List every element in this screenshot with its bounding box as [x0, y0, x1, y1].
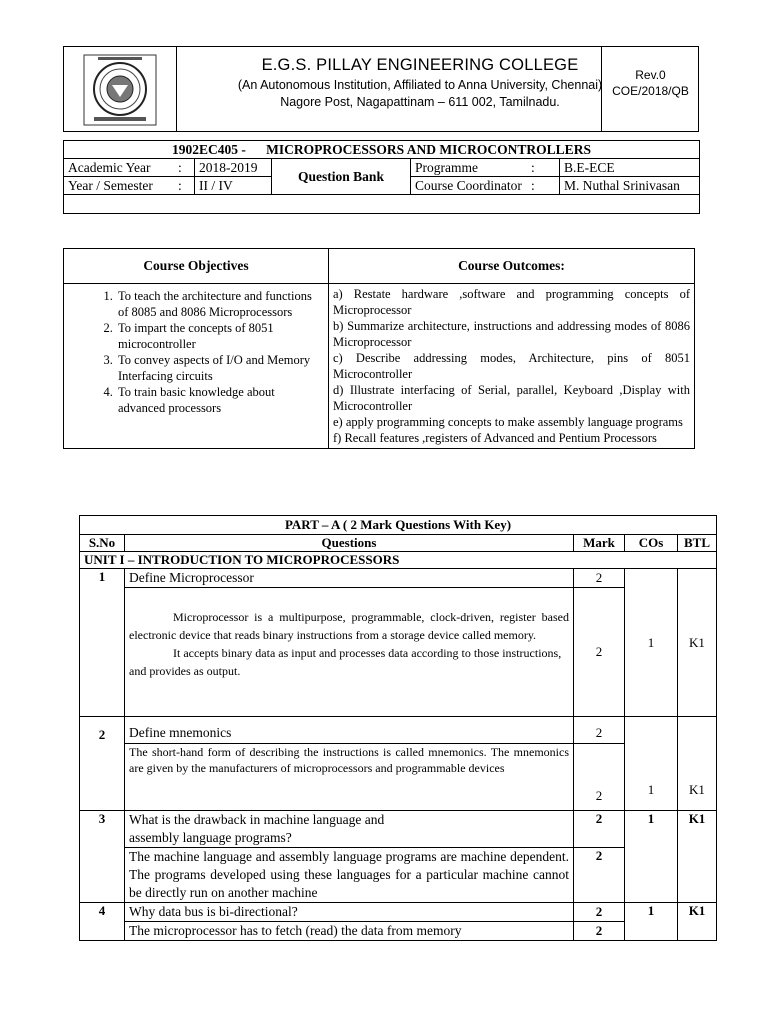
college-logo: [64, 47, 177, 131]
question-mark: 2: [574, 903, 625, 922]
question-btl: K1: [678, 811, 717, 903]
answer-mark: 2: [574, 922, 625, 941]
academic-year-value: 2018-2019: [195, 159, 272, 177]
question-text: Define Microprocessor: [125, 569, 574, 588]
objectives-heading: Course Objectives: [64, 249, 329, 284]
col-header-questions: Questions: [125, 535, 574, 552]
question-btl: K1: [678, 569, 717, 717]
answer-paragraph: Microprocessor is a multipurpose, programmable, clock-driven, register based electronic device that reads binary instructions from a storage device called memory.: [129, 610, 569, 642]
question-co: 1: [625, 717, 678, 811]
part-a-table: [79, 515, 717, 941]
answer-text: The microprocessor has to fetch (read) the data from memory: [125, 922, 574, 941]
objective-item: 1. To teach the architecture and functions of 8085 and 8086 Microprocessors: [116, 288, 324, 320]
objectives-outcomes-table: [63, 248, 695, 449]
course-blank-row: [64, 195, 700, 214]
year-sem-colon: :: [174, 177, 195, 195]
objective-item: 4. To train basic knowledge about advanced processors: [116, 384, 324, 416]
outcomes-heading: Course Outcomes:: [329, 249, 695, 284]
college-title-block: [176, 47, 664, 131]
question-btl: K1: [678, 717, 717, 811]
coordinator-value: M. Nuthal Srinivasan: [560, 177, 700, 195]
college-name: E.G.S. PILLAY ENGINEERING COLLEGE: [261, 56, 579, 74]
academic-year-label: Academic Year: [64, 159, 175, 177]
programme-colon: :: [527, 159, 560, 177]
col-header-btl: BTL: [678, 535, 717, 552]
college-header: [63, 46, 699, 132]
col-header-cos: COs: [625, 535, 678, 552]
question-mark: 2: [574, 569, 625, 588]
outcomes-list-cell: [329, 284, 695, 449]
objective-item: 3. To convey aspects of I/O and Memory Interfacing circuits: [116, 352, 324, 384]
outcome-item: e) apply programming concepts to make assembly language programs: [333, 415, 683, 429]
objectives-list: [68, 288, 324, 416]
unit-title: UNIT I – INTRODUCTION TO MICROPROCESSORS: [80, 552, 717, 569]
course-title: MICROPROCESSORS AND MICROCONTROLLERS: [266, 141, 591, 157]
question-mark: 2: [574, 717, 625, 744]
question-text: What is the drawback in machine language and assembly language programs?: [125, 811, 574, 848]
answer-text: The short-hand form of describing the instructions is called mnemonics. The mnemonics are given by the manufacturers of microprocessors and programmable devices: [125, 744, 574, 811]
question-btl: K1: [678, 903, 717, 941]
question-mark: 2: [574, 811, 625, 848]
part-a-title: PART – A ( 2 Mark Questions With Key): [80, 516, 717, 535]
answer-text: [125, 588, 574, 717]
question-co: 1: [625, 569, 678, 717]
revision-box: [601, 47, 699, 131]
answer-mark: 2: [574, 588, 625, 717]
college-affiliation: (An Autonomous Institution, Affiliated to Anna University, Chennai): [237, 78, 603, 92]
programme-label: Programme: [411, 159, 528, 177]
outcome-item: d) Illustrate interfacing of Serial, parallel, Keyboard ,Display with Microcontroller: [333, 383, 690, 413]
course-info-table: [63, 140, 700, 214]
question-number: 1: [80, 569, 125, 717]
answer-mark: 2: [574, 848, 625, 903]
year-sem-label: Year / Semester: [64, 177, 175, 195]
doc-type: Question Bank: [272, 159, 411, 195]
question-number: 3: [80, 811, 125, 903]
question-co: 1: [625, 811, 678, 903]
document-code: COE/2018/QB: [612, 84, 689, 98]
col-header-sno: S.No: [80, 535, 125, 552]
coordinator-label: Course Coordinator: [411, 177, 528, 195]
question-number: 2: [80, 717, 125, 811]
answer-text: The machine language and assembly language programs are machine dependent. The programs developed using these languages for a particular machine cannot be directly run on another machine: [125, 848, 574, 903]
college-address: Nagore Post, Nagapattinam – 611 002, Tamilnadu.: [280, 95, 560, 109]
academic-year-colon: :: [174, 159, 195, 177]
objective-item: 2. To impart the concepts of 8051 microcontroller: [116, 320, 324, 352]
col-header-mark: Mark: [574, 535, 625, 552]
objectives-list-cell: [64, 284, 329, 449]
year-sem-value: II / IV: [195, 177, 272, 195]
question-text: Why data bus is bi-directional?: [125, 903, 574, 922]
revision-label: Rev.0: [635, 68, 666, 82]
answer-mark: 2: [574, 744, 625, 811]
outcome-item: a) Restate hardware ,software and programming concepts of Microprocessor: [333, 287, 690, 317]
question-text: Define mnemonics: [125, 717, 574, 744]
outcome-item: b) Summarize architecture, instructions and addressing modes of 8086 Microprocessor: [333, 319, 690, 349]
coordinator-colon: :: [527, 177, 560, 195]
question-number: 4: [80, 903, 125, 941]
outcome-item: f) Recall features ,registers of Advanced and Pentium Processors: [333, 431, 657, 445]
answer-paragraph: It accepts binary data as input and processes data according to those instructions, and provides as output.: [129, 646, 562, 678]
course-title-cell: [64, 141, 700, 159]
course-code: 1902EC405 -: [172, 141, 246, 157]
outcome-item: c) Describe addressing modes, Architecture, pins of 8051 Microcontroller: [333, 351, 690, 381]
programme-value: B.E-ECE: [560, 159, 700, 177]
question-co: 1: [625, 903, 678, 941]
